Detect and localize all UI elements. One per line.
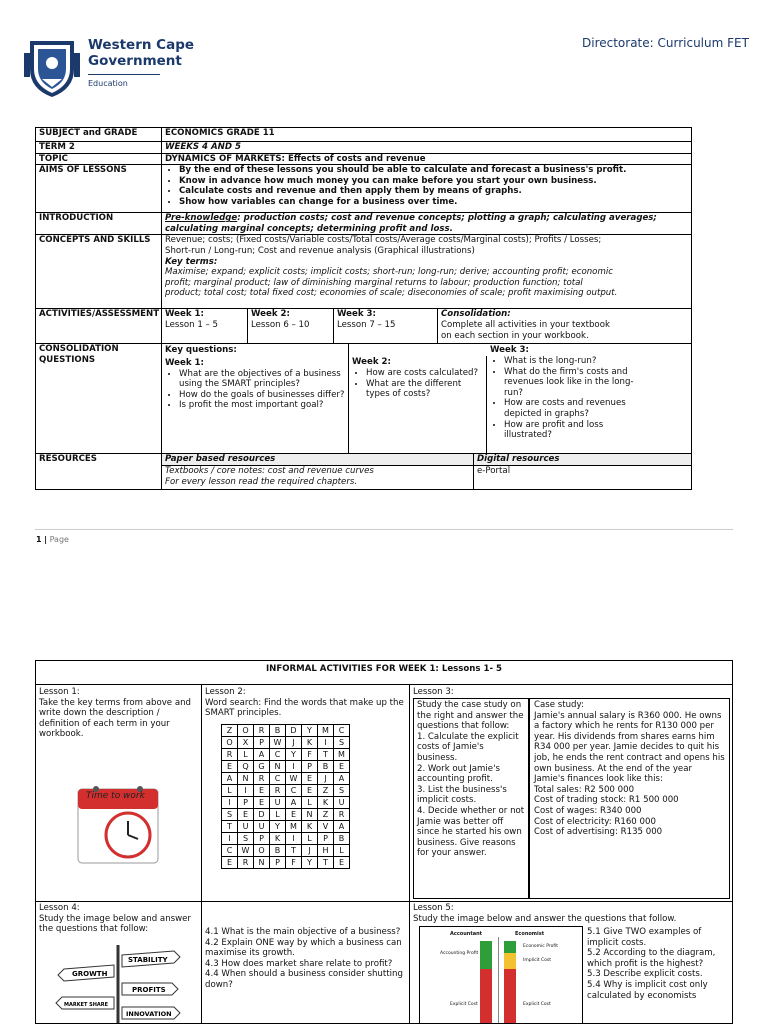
aims-list (165, 165, 688, 207)
grid-row (222, 761, 350, 773)
grid-cell[interactable]: S (238, 833, 254, 845)
lesson4-title: Lesson 4: (39, 903, 80, 913)
grid-cell[interactable]: L (270, 809, 286, 821)
kq-week3-item: • What do the firm's costs and revenues look like in the long-run? (504, 367, 652, 399)
kq-week1-item: • Is profit the most important goal? (179, 400, 345, 411)
grid-cell[interactable]: T (318, 857, 334, 869)
grid-cell[interactable]: M (334, 749, 350, 761)
org-divider (88, 74, 160, 75)
grid-cell[interactable]: U (334, 797, 350, 809)
grid-cell[interactable]: M (318, 725, 334, 737)
page-footer: 1 | Page (36, 535, 69, 544)
grid-cell[interactable]: R (254, 725, 270, 737)
grid-cell[interactable]: E (222, 857, 238, 869)
grid-cell[interactable]: F (286, 857, 302, 869)
concepts-cell (162, 235, 692, 309)
grid-cell[interactable]: A (334, 773, 350, 785)
concepts-label: CONCEPTS AND SKILLS (36, 235, 162, 309)
grid-cell[interactable]: V (318, 821, 334, 833)
grid-cell[interactable]: I (318, 737, 334, 749)
grid-cell[interactable]: P (238, 797, 254, 809)
bar-explicit-cost-left (480, 969, 492, 1024)
grid-row (222, 845, 350, 857)
diagram-accountant-label: Accountant (450, 931, 483, 937)
lesson4-block (39, 903, 197, 935)
aim-item: • Calculate costs and revenue and then apply them by means of graphs. (179, 186, 688, 197)
lesson4-question: 4.2 Explain ONE way by which a business can maximise its growth. (205, 937, 402, 959)
case-item: Cost of wages: R340 000 (534, 805, 642, 816)
consolidation-line2: on each section in your workbook. (441, 330, 589, 341)
grid-cell[interactable]: J (286, 737, 302, 749)
grid-row (222, 785, 350, 797)
week1-cell (162, 309, 248, 344)
kq-week2-list (352, 368, 483, 400)
kq-week1-item: • How do the goals of businesses differ? (179, 390, 345, 401)
grid-cell[interactable]: J (302, 845, 318, 857)
lesson5-title: Lesson 5: (413, 903, 454, 913)
diagram-zigzag (498, 937, 499, 1024)
week3-lessons: Lesson 7 – 15 (337, 319, 396, 330)
lesson5-question: 5.4 Why is implicit cost only calculated by economists (587, 979, 708, 1001)
page-number: 1 (36, 535, 42, 544)
aims-list-cell (162, 165, 692, 213)
grid-cell[interactable]: O (222, 737, 238, 749)
concepts-line2: Short-run / Long-run; Cost and revenue analysis (Graphical illustrations) (165, 245, 475, 256)
diagram-implicit-cost: Implicit Cost (523, 958, 551, 963)
key-terms-line2: profit; marginal product; law of diminishing marginal returns to labour; production function; total (165, 277, 583, 288)
kq-week1-col (162, 344, 349, 453)
grid-cell[interactable]: T (222, 821, 238, 833)
grid-cell[interactable]: N (238, 773, 254, 785)
grid-cell[interactable]: Z (318, 809, 334, 821)
grid-cell[interactable]: K (302, 737, 318, 749)
kq-week1-title: Week 1: (165, 357, 204, 368)
aim-item: • By the end of these lessons you should be able to calculate and forecast a business's profit. (179, 165, 688, 176)
cons-label-line1: CONSOLIDATION (39, 344, 119, 355)
consolidation-title: Consolidation: (441, 309, 511, 320)
aims-label: AIMS OF LESSONS (36, 165, 162, 213)
case-title: Case study: (534, 700, 584, 710)
grid-cell[interactable]: I (286, 761, 302, 773)
lesson2-block (205, 687, 405, 719)
digital-title: Digital resources (474, 454, 691, 466)
case-item: Cost of electricity: R160 000 (534, 816, 656, 827)
signpost-illustration (54, 941, 184, 1024)
grid-cell[interactable]: D (254, 809, 270, 821)
kq-week2-col (349, 356, 487, 453)
week1-title: Week 1: (165, 309, 204, 320)
case-text: Jamie's annual salary is R360 000. He owns a factory which he rents for R130 000 per year. His dividends from shares earns him R34 000 per year. Jamie decides to quit his job, he ends the rent contract and opens his own business. At the end of the year Jamie's finances look like this: (534, 710, 725, 785)
consolidation-questions-label (36, 344, 162, 454)
case-item: Total sales: R2 500 000 (534, 784, 635, 795)
grid-cell[interactable]: P (318, 833, 334, 845)
key-questions-cell (162, 344, 692, 454)
digital-line1: e-Portal (477, 465, 511, 476)
word-search-grid (221, 724, 350, 869)
bar-accounting-profit (480, 941, 492, 969)
lesson3-question: 2. Work out Jamie's accounting profit. (417, 763, 500, 785)
kq-week3-list (490, 356, 652, 441)
term-label: TERM 2 (36, 142, 162, 154)
kq-week3-title: Week 3: (490, 345, 529, 356)
week3-cell (334, 309, 438, 344)
grid-cell[interactable]: P (254, 833, 270, 845)
lesson3-question: 4. Decide whether or not Jamie was better off since he started his own business. Give reasons for your answer. (417, 805, 525, 859)
grid-cell[interactable]: D (286, 725, 302, 737)
grid-row (222, 737, 350, 749)
grid-cell[interactable]: H (318, 845, 334, 857)
week2-title: Week 2: (251, 309, 290, 320)
grid-cell[interactable]: F (302, 749, 318, 761)
grid-cell[interactable]: R (334, 809, 350, 821)
paper-title: Paper based resources (162, 454, 473, 466)
lesson5-question: 5.2 According to the diagram, which profit is the highest? (587, 948, 716, 969)
kq-week1-list (165, 369, 345, 411)
grid-row (222, 725, 350, 737)
key-terms-title: Key terms: (165, 256, 218, 267)
grid-cell[interactable]: Y (302, 857, 318, 869)
grid-row (222, 821, 350, 833)
case-item: Cost of advertising: R135 000 (534, 827, 663, 838)
grid-cell[interactable]: C (334, 725, 350, 737)
grid-cell[interactable]: A (334, 821, 350, 833)
sign-market-share: MARKET SHARE (64, 1002, 109, 1008)
grid-cell[interactable]: E (238, 809, 254, 821)
grid-cell[interactable]: E (286, 809, 302, 821)
grid-cell[interactable]: Z (318, 785, 334, 797)
grid-cell[interactable]: A (286, 797, 302, 809)
diagram-economist-label: Economist (515, 931, 545, 937)
grid-cell[interactable]: Z (222, 725, 238, 737)
grid-cell[interactable]: A (222, 773, 238, 785)
resources-label: RESOURCES (36, 454, 162, 490)
grid-cell[interactable]: Y (302, 725, 318, 737)
lesson4-questions (205, 927, 405, 991)
kq-week3-item: • How are profit and loss illustrated? (504, 420, 652, 441)
kq-week3-col (487, 344, 655, 453)
grid-cell[interactable]: B (270, 845, 286, 857)
lesson3-questions-box (413, 698, 529, 899)
grid-cell[interactable]: K (270, 833, 286, 845)
lesson1-text: Take the key terms from above and write down the description / definition of each term in your workbook. (39, 697, 191, 740)
grid-cell[interactable]: N (270, 761, 286, 773)
subject-label: SUBJECT and GRADE (36, 128, 162, 142)
grid-cell[interactable]: E (254, 797, 270, 809)
org-name-line2: Government (88, 53, 182, 69)
grid-cell[interactable]: A (254, 749, 270, 761)
grid-cell[interactable]: U (254, 821, 270, 833)
lesson4-question: 4.3 How does market share relate to profit? (205, 958, 393, 969)
lesson3-title: Lesson 3: (413, 687, 454, 697)
grid-cell[interactable]: R (222, 749, 238, 761)
lesson5-text: Study the image below and answer the questions that follow. (413, 913, 677, 924)
activities-title: INFORMAL ACTIVITIES FOR WEEK 1: Lessons 1- 5 (36, 661, 732, 685)
digital-resources-cell (474, 454, 692, 490)
subject-value: ECONOMICS GRADE 11 (162, 128, 692, 142)
kq-week3-item: • What is the long-run? (504, 356, 652, 367)
sign-innovation: INNOVATION (126, 1010, 172, 1018)
lesson4-question: 4.1 What is the main objective of a business? (205, 927, 401, 937)
sign-profits: PROFITS (132, 986, 166, 994)
grid-cell[interactable]: O (254, 845, 270, 857)
aim-item: • Know in advance how much money you can make before you start your own business. (179, 176, 688, 187)
grid-cell[interactable]: B (334, 833, 350, 845)
kq-week2-title: Week 2: (352, 357, 391, 368)
grid-cell[interactable]: L (302, 797, 318, 809)
grid-cell[interactable]: I (222, 833, 238, 845)
page-word: Page (49, 535, 69, 544)
grid-cell[interactable]: K (318, 797, 334, 809)
grid-cell[interactable]: P (270, 857, 286, 869)
grid-row (222, 797, 350, 809)
lesson2-text: Word search: Find the words that make up the SMART principles. (205, 697, 404, 719)
divider-v3 (409, 901, 410, 1024)
grid-cell[interactable]: C (270, 773, 286, 785)
lesson5-question: 5.3 Describe explicit costs. (587, 969, 703, 980)
diagram-explicit-cost-right: Explicit Cost (523, 1002, 551, 1007)
overview-table (35, 127, 692, 490)
paper-resources-cell (162, 454, 474, 490)
grid-cell[interactable]: E (302, 785, 318, 797)
grid-cell[interactable]: G (254, 761, 270, 773)
paper-line2: For every lesson read the required chapters. (165, 476, 358, 487)
grid-cell[interactable]: E (302, 773, 318, 785)
divider-h1 (36, 901, 732, 902)
grid-cell[interactable]: W (286, 773, 302, 785)
grid-cell[interactable]: P (302, 761, 318, 773)
diagram-economic-profit: Economic Profit (523, 944, 558, 949)
lesson3-question: 3. List the business's implicit costs. (417, 784, 507, 806)
week3-title: Week 3: (337, 309, 376, 320)
grid-cell[interactable]: J (318, 773, 334, 785)
bar-economic-profit (504, 941, 516, 953)
grid-cell[interactable]: U (238, 821, 254, 833)
grid-cell[interactable]: W (270, 737, 286, 749)
grid-cell[interactable]: N (302, 809, 318, 821)
kq-week2-item: • What are the different types of costs? (366, 379, 483, 400)
grid-cell[interactable]: T (286, 845, 302, 857)
grid-cell[interactable]: N (254, 857, 270, 869)
lesson1-title: Lesson 1: (39, 687, 80, 697)
kq-week2-item: • How are costs calculated? (366, 368, 483, 379)
grid-cell[interactable]: Y (286, 749, 302, 761)
aim-item: • Show how variables can change for a business over time. (179, 197, 688, 208)
week2-lessons: Lesson 6 – 10 (251, 319, 310, 330)
diagram-explicit-cost-left: Explicit Cost (450, 1002, 478, 1007)
grid-row (222, 857, 350, 869)
grid-cell[interactable]: S (334, 785, 350, 797)
grid-cell[interactable]: M (286, 821, 302, 833)
grid-row (222, 773, 350, 785)
grid-cell[interactable]: C (286, 785, 302, 797)
org-name-line1: Western Cape (88, 37, 195, 53)
clock-caption: Time to work (86, 791, 145, 801)
key-terms-line1: Maximise; expand; explicit costs; implicit costs; short-run; long-run; derive; accounting profit; economic (165, 267, 613, 278)
grid-cell[interactable]: L (302, 833, 318, 845)
lesson3-question: 1. Calculate the explicit costs of Jamie's business. (417, 731, 519, 763)
grid-cell[interactable]: R (238, 857, 254, 869)
grid-cell[interactable]: K (302, 821, 318, 833)
grid-row (222, 749, 350, 761)
grid-cell[interactable]: C (270, 749, 286, 761)
grid-cell[interactable]: O (238, 725, 254, 737)
concepts-line1: Revenue; costs; (Fixed costs/Variable costs/Total costs/Average costs/Marginal costs); Profits / Losses; (165, 235, 602, 246)
grid-cell[interactable]: L (222, 785, 238, 797)
diagram-accounting-profit: Accounting Profit (440, 951, 479, 956)
lesson5-block (413, 903, 731, 924)
grid-row (222, 809, 350, 821)
topic-value: DYNAMICS OF MARKETS: Effects of costs and revenue (162, 153, 692, 165)
cons-label-line2: QUESTIONS (39, 354, 96, 365)
topic-label: TOPIC (36, 153, 162, 165)
lesson3-text: Study the case study on the right and answer the questions that follow: (417, 700, 524, 732)
sign-growth: GROWTH (72, 970, 108, 978)
grid-cell[interactable]: Q (238, 761, 254, 773)
grid-cell[interactable]: E (222, 761, 238, 773)
lesson4-question: 4.4 When should a business consider shutting down? (205, 969, 403, 990)
week2-cell (248, 309, 334, 344)
divider-v1 (201, 685, 202, 1024)
page-footer-rule (35, 529, 733, 530)
grid-cell[interactable]: E (334, 761, 350, 773)
grid-row (222, 833, 350, 845)
grid-cell[interactable]: T (318, 749, 334, 761)
grid-cell[interactable]: L (334, 845, 350, 857)
grid-cell[interactable]: R (254, 773, 270, 785)
grid-cell[interactable]: L (238, 749, 254, 761)
grid-cell[interactable]: W (238, 845, 254, 857)
kq-week3-item: • How are costs and revenues depicted in graphs? (504, 398, 652, 419)
intro-line2: calculating marginal concepts; determining profit and loss. (165, 223, 453, 234)
grid-cell[interactable]: I (222, 797, 238, 809)
lesson5-questions (587, 927, 730, 1001)
case-item: Cost of trading stock: R1 500 000 (534, 795, 679, 806)
directorate-title: Directorate: Curriculum FET (582, 36, 749, 50)
case-study-box (529, 698, 730, 899)
grid-cell[interactable]: X (238, 737, 254, 749)
grid-cell[interactable]: S (334, 737, 350, 749)
grid-cell[interactable]: C (222, 845, 238, 857)
bar-implicit-cost (504, 953, 516, 969)
key-terms-line3: product; total cost; total fixed cost; economies of scale; diseconomies of scale; profit maximising output. (165, 288, 618, 299)
profit-diagram (419, 926, 583, 1024)
kq-week1-item: • What are the objectives of a business using the SMART principles? (179, 369, 345, 390)
intro-prefix: Pre-knowledge (165, 213, 238, 224)
key-questions-title: Key questions: (165, 345, 237, 356)
bar-explicit-cost-right (504, 969, 516, 1024)
lesson1-block (39, 687, 197, 740)
grid-cell[interactable]: P (254, 737, 270, 749)
lesson2-title: Lesson 2: (205, 687, 246, 697)
coat-of-arms-logo (22, 35, 82, 99)
consolidation-cell (438, 309, 692, 344)
grid-cell[interactable]: E (334, 857, 350, 869)
term-value: WEEKS 4 AND 5 (162, 142, 692, 154)
grid-cell[interactable]: Y (270, 821, 286, 833)
divider-v2 (409, 685, 410, 901)
consolidation-line1: Complete all activities in your textbook (441, 319, 610, 330)
grid-cell[interactable]: B (270, 725, 286, 737)
activities-label: ACTIVITIES/ASSESSMENT (36, 309, 162, 344)
grid-cell[interactable]: I (238, 785, 254, 797)
lesson5-question: 5.1 Give TWO examples of implicit costs. (587, 927, 702, 948)
lesson4-text: Study the image below and answer the questions that follow: (39, 913, 191, 935)
org-department: Education (88, 79, 128, 88)
paper-line1: Textbooks / core notes: cost and revenue curves (165, 465, 374, 476)
activities-panel (35, 660, 733, 1024)
grid-cell[interactable]: E (254, 785, 270, 797)
sign-stability: STABILITY (128, 956, 168, 964)
grid-cell[interactable]: I (286, 833, 302, 845)
grid-cell[interactable]: U (270, 797, 286, 809)
grid-cell[interactable]: S (222, 809, 238, 821)
week1-lessons: Lesson 1 – 5 (165, 319, 219, 330)
intro-label: INTRODUCTION (36, 213, 162, 235)
grid-cell[interactable]: B (318, 761, 334, 773)
intro-line1: : production costs; cost and revenue concepts; plotting a graph; calculating averages; (237, 213, 657, 224)
grid-cell[interactable]: R (270, 785, 286, 797)
intro-cell (162, 213, 692, 235)
